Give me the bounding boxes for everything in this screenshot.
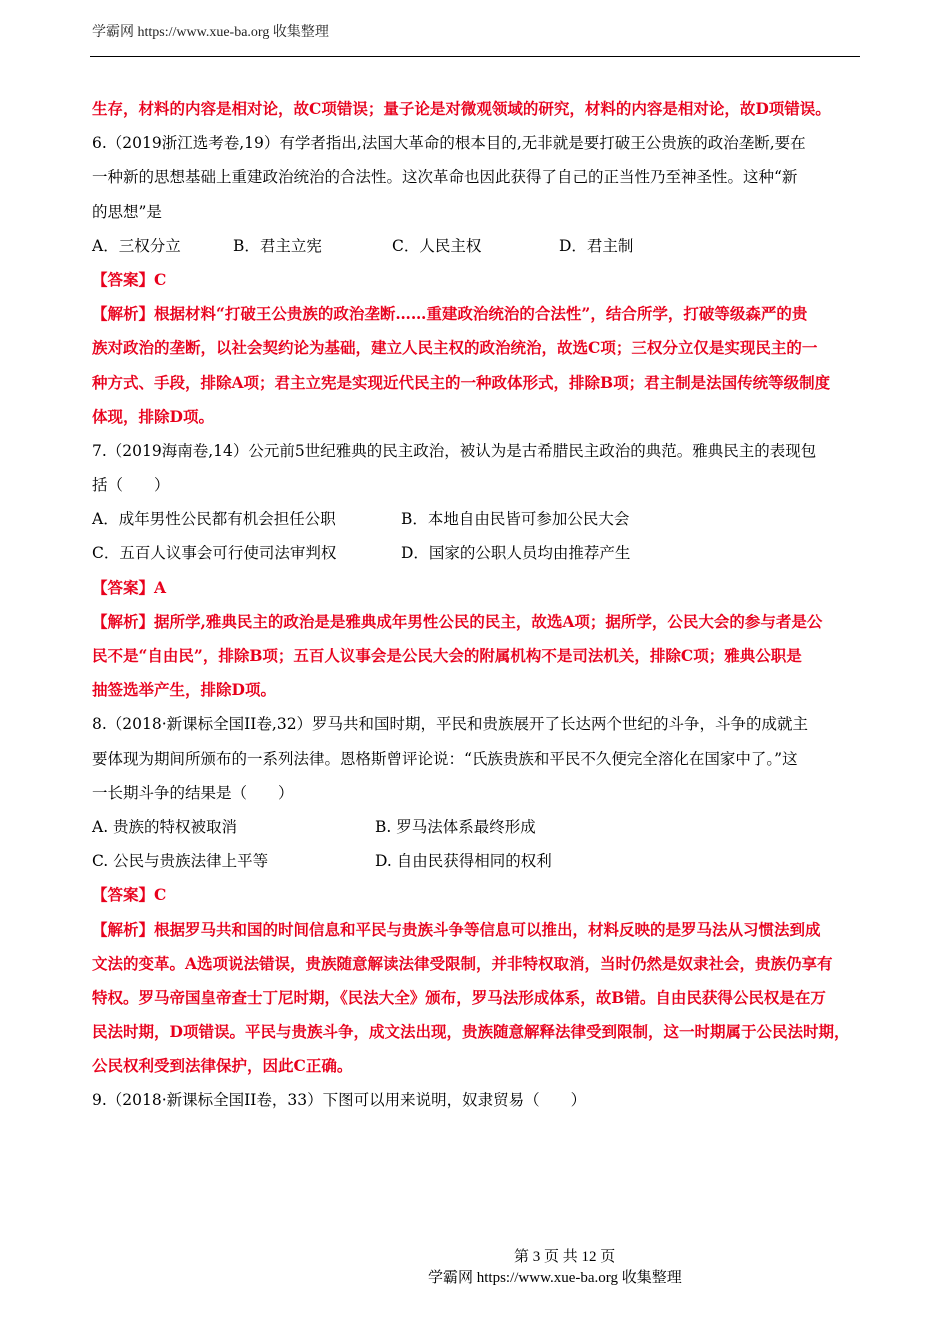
question-8-analysis-line: 文法的变革。A选项说法错误，贵族随意解读法律受限制，并非特权取消，当时仍然是奴隶社会，贵族仍享有 [92,953,833,973]
question-7-stem-line: 7.（2019海南卷,14）公元前5世纪雅典的民主政治，被认为是古希腊民主政治的典范。雅典民主的表现包 [92,441,817,460]
question-6-analysis-line: 【解析】根据材料“打破王公贵族的政治垄断……重建政治统治的合法性”，结合所学，打破等级森严的贵 [92,304,808,324]
question-7-analysis-line: 【解析】据所学,雅典民主的政治是是雅典成年男性公民的民主，故选A项；据所学，公民大会的参与者是公 [92,611,823,631]
question-6-analysis-line: 种方式、手段，排除A项；君主立宪是实现近代民主的一种政体形式，排除B项；君主制是法国传统等级制度 [92,372,831,392]
question-6-analysis-line: 体现，排除D项。 [92,406,214,426]
option-b: B．君主立宪 [233,236,322,255]
option-c: C．人民主权 [392,236,482,255]
question-8-options-row [92,850,862,884]
option-b: B．本地自由民皆可参加公民大会 [401,510,630,529]
question-8-analysis-line: 民法时期，D项错误。平民与贵族斗争，成文法出现，贵族随意解释法律受到限制，这一时期属于公民法时期， [92,1022,850,1042]
question-8-analysis-line: 公民权利受到法律保护，因此C正确。 [92,1056,353,1076]
question-6-stem-line: 一种新的思想基础上重建政治统治的合法性。这次革命也因此获得了自己的正当性乃至神圣性。这种“新 [92,168,798,187]
option-d: D．君主制 [559,236,634,255]
question-8-stem-line: 8.（2018·新课标全国II卷,32）罗马共和国时期，平民和贵族展开了长达两个世纪的斗争，斗争的成就主 [92,715,809,734]
question-7-options-row [92,542,862,576]
question-8-stem-line: 要体现为期间所颁布的一系列法律。恩格斯曾评论说：“氏族贵族和平民不久便完全溶化在国家中了。”这 [92,749,798,768]
option-b: B. 罗马法体系最终形成 [375,817,536,836]
question-7-options-row [92,508,862,542]
question-7-stem-line: 括（ ） [92,476,170,495]
header-divider [90,56,860,57]
option-d: D. 自由民获得相同的权利 [375,852,552,871]
question-6-stem-line: 的思想”是 [92,202,162,221]
question-8-analysis-line: 特权。罗马帝国皇帝查士丁尼时期，《民法大全》颁布，罗马法形成体系，故B错。自由民获得公民权是在万 [92,987,826,1007]
question-6-analysis-line: 族对政治的垄断，以社会契约论为基础，建立人民主权的政治统治，故选C项；三权分立仅是实现民主的一 [92,338,818,358]
question-7-analysis-line: 民不是“自由民”，排除B项；五百人议事会是公民大会的附属机构不是司法机关，排除C项；雅典公职是 [92,646,802,665]
option-a: A. 贵族的特权被取消 [92,817,238,836]
option-a: A．三权分立 [92,236,181,255]
question-7-answer: 【答案】A [92,577,167,597]
question-8-stem-line: 一长期斗争的结果是（ ） [92,783,294,802]
option-c: C．五百人议事会可行使司法审判权 [92,544,337,563]
analysis-continuation-line: 生存，材料的内容是相对论，故C项错误；量子论是对微观领域的研究，材料的内容是相对论，故D项错误。 [92,99,831,118]
question-8-options-row [92,816,862,850]
question-8-analysis-line: 【解析】根据罗马共和国的时间信息和平民与贵族斗争等信息可以推出，材料反映的是罗马法从习惯法到成 [92,919,821,939]
question-8-answer: 【答案】C [92,885,167,905]
document-body [92,98,862,1124]
page-header: 学霸网 https://www.xue-ba.org 收集整理 [92,25,329,40]
page-number: 第 3 页 共 12 页 [514,1249,616,1265]
option-c: C. 公民与贵族法律上平等 [92,852,269,871]
option-d: D．国家的公职人员均由推荐产生 [401,544,631,563]
question-6-stem-line: 6.（2019浙江选考卷,19）有学者指出,法国大革命的根本目的,无非就是要打破王公贵族的政治垄断,要在 [92,134,806,153]
question-6-answer: 【答案】C [92,269,167,289]
question-6-options [92,235,862,269]
question-9-stem: 9.（2018·新课标全国II卷，33）下图可以用来说明，奴隶贸易（ ） [92,1091,587,1110]
question-7-analysis-line: 抽签选举产生，排除D项。 [92,680,276,700]
page-footer-source: 学霸网 https://www.xue-ba.org 收集整理 [428,1270,682,1286]
option-a: A．成年男性公民都有机会担任公职 [92,510,336,529]
